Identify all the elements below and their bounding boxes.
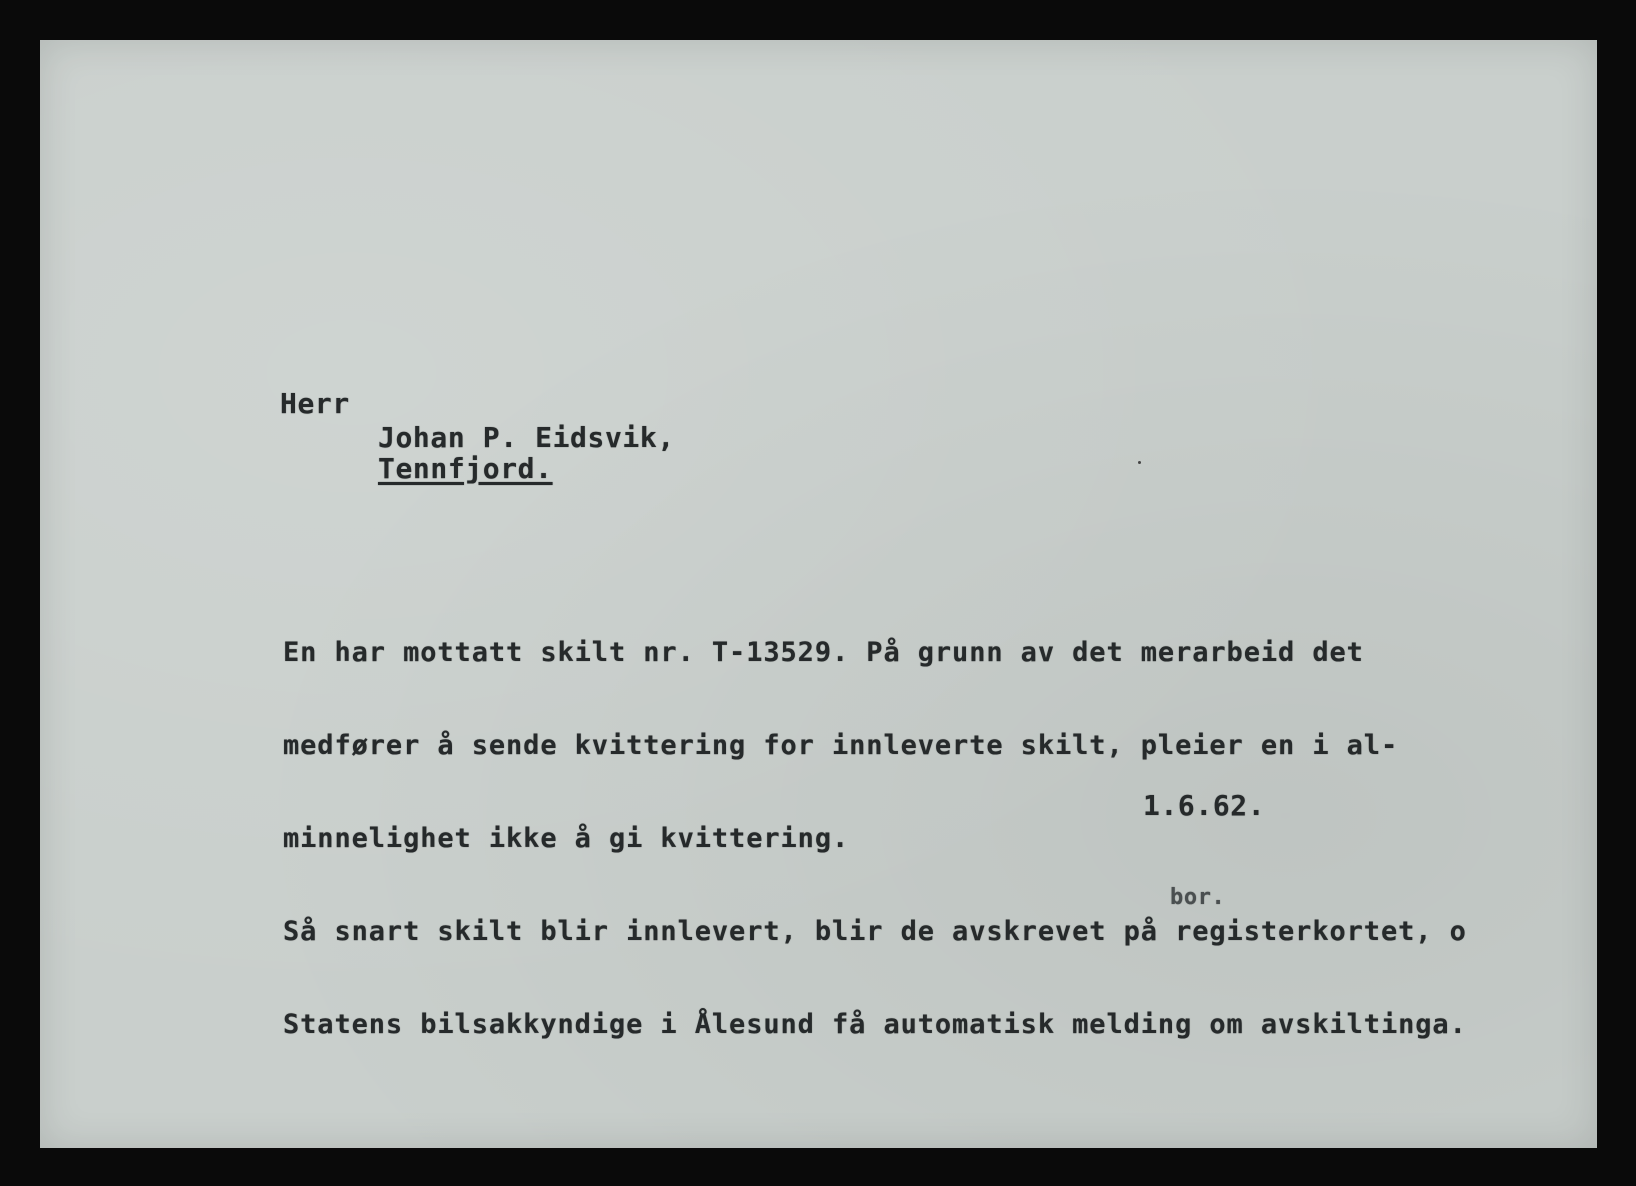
sender-initials: bor. <box>1170 885 1226 910</box>
body-line: En har mottatt skilt nr. T-13529. På grunn av det merarbeid det <box>283 637 1364 668</box>
salutation: Herr <box>280 387 350 420</box>
recipient-name: Johan P. Eidsvik, <box>378 421 675 454</box>
body-line: Så snart skilt blir innlevert, blir de avskrevet på registerkortet, o <box>283 916 1467 947</box>
body-line: Statens bilsakkyndige i Ålesund få automatisk melding om avskiltinga. <box>283 1009 1467 1040</box>
paper-speck <box>1138 461 1141 464</box>
body-line: medfører å sende kvittering for innleverte skilt, pleier en i al- <box>283 730 1399 761</box>
letter-date: 1.6.62. <box>1143 789 1266 822</box>
letter-body <box>283 575 1467 1102</box>
letter-sheet <box>40 40 1597 1148</box>
recipient-place: Tennfjord. <box>378 452 553 485</box>
body-line: minnelighet ikke å gi kvittering. <box>283 823 850 854</box>
